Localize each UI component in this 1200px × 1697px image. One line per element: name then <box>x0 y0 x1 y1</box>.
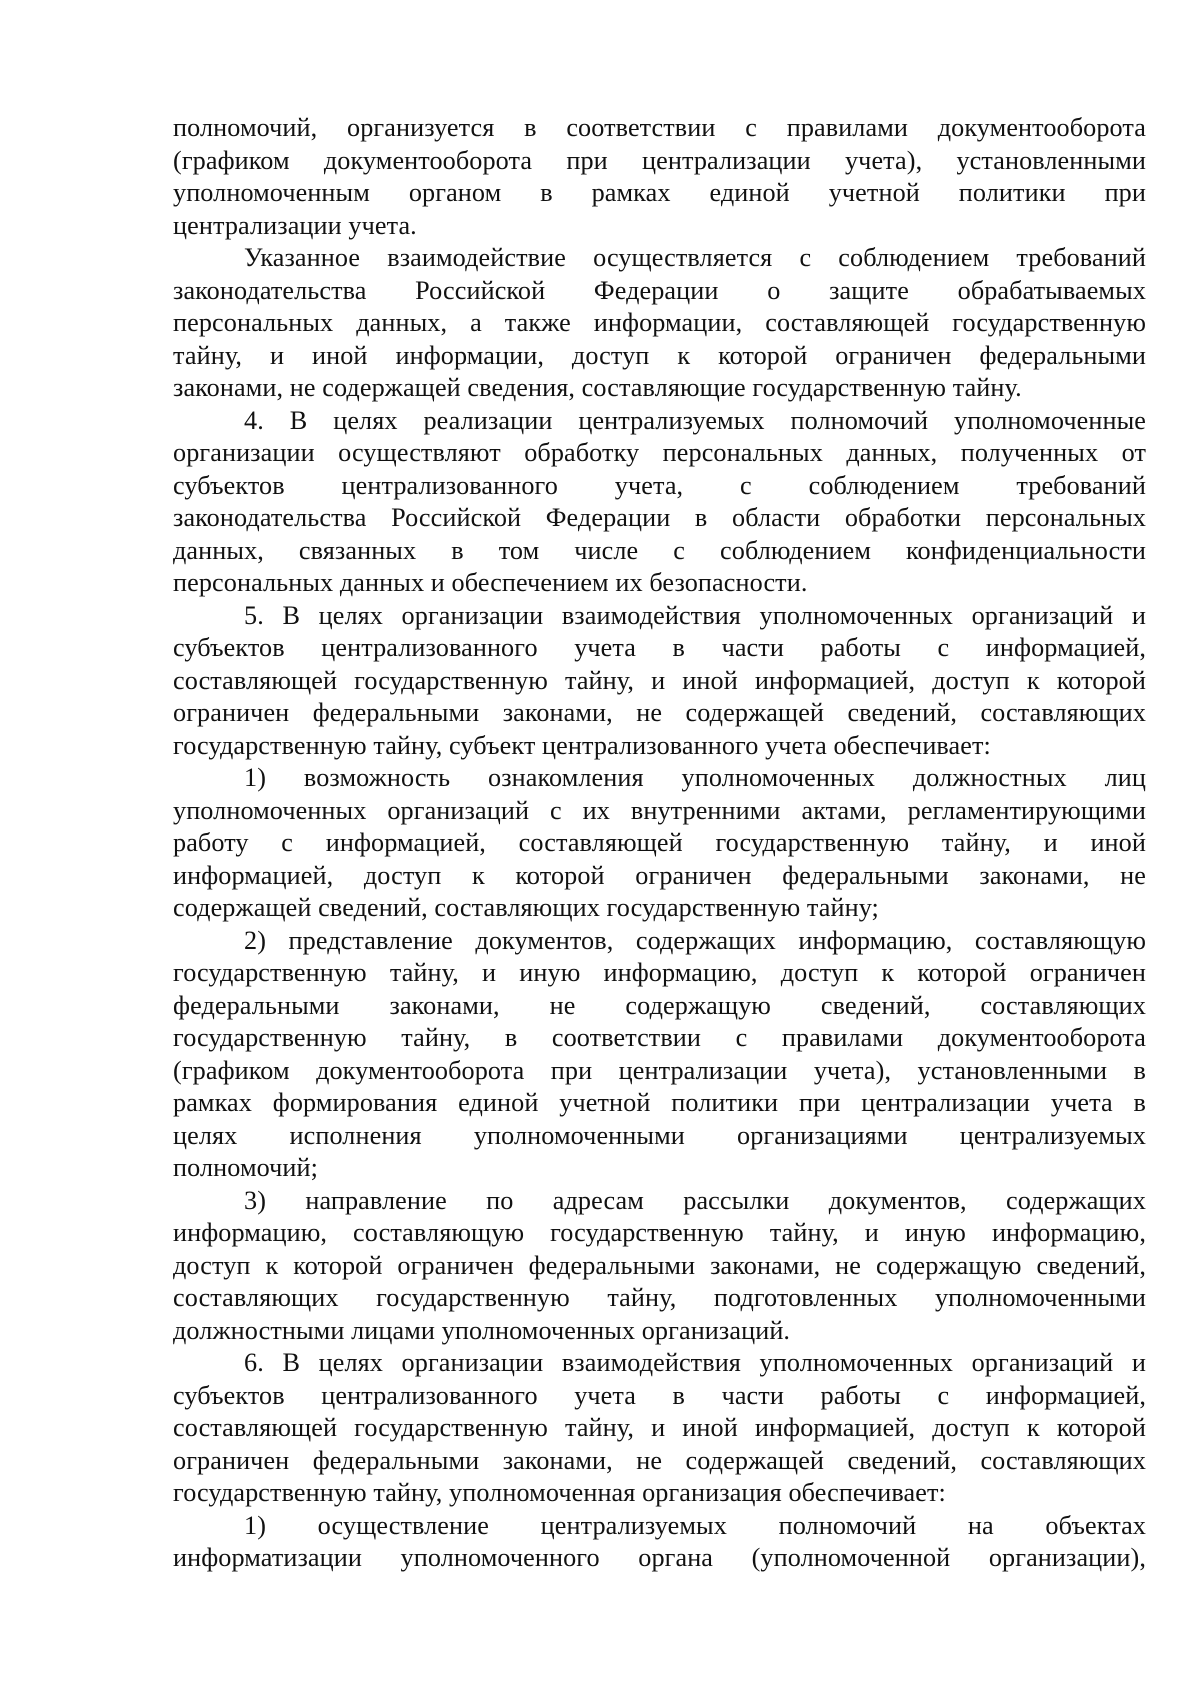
paragraph-6-line-2: государственную тайну, и иную информацию, доступ к которой ограничен <box>173 958 1146 987</box>
paragraph-4-line-4: ограничен федеральными законами, не содержащей сведений, составляющих <box>173 698 1146 727</box>
paragraph-5-line-1: 1) возможность ознакомления уполномоченных должностных лиц <box>244 763 1146 792</box>
paragraph-2-line-2: законодательства Российской Федерации о защите обрабатываемых <box>173 275 1146 305</box>
paragraph-3-line-1: 4. В целях реализации централизуемых полномочий уполномоченные <box>244 405 1146 435</box>
paragraph-7-line-1: 3) направление по адресам рассылки документов, содержащих <box>244 1185 1146 1215</box>
paragraph-1-line-4: централизации учета. <box>173 210 417 240</box>
paragraph-1-line-2: (графиком документооборота при централизации учета), установленными <box>173 145 1146 175</box>
paragraph-5-line-3: работу с информацией, составляющей государственную тайну, и иной <box>173 828 1146 857</box>
paragraph-6-line-5: (графиком документооборота при централизации учета), установленными в <box>173 1055 1146 1085</box>
paragraph-7-line-3: доступ к которой ограничен федеральными законами, не содержащую сведений, <box>173 1250 1146 1280</box>
paragraph-8-line-1: 6. В целях организации взаимодействия уполномоченных организаций и <box>244 1348 1146 1377</box>
paragraph-2-line-1: Указанное взаимодействие осуществляется с соблюдением требований <box>244 243 1146 272</box>
paragraph-6-line-1: 2) представление документов, содержащих информацию, составляющую <box>244 925 1146 955</box>
paragraph-8-line-4: ограничен федеральными законами, не содержащей сведений, составляющих <box>173 1445 1146 1475</box>
paragraph-1-line-1: полномочий, организуется в соответствии с правилами документооборота <box>173 113 1146 142</box>
paragraph-5-line-5: содержащей сведений, составляющих государственную тайну; <box>173 893 879 922</box>
paragraph-3-line-2: организации осуществляют обработку персональных данных, полученных от <box>173 438 1146 467</box>
paragraph-8-line-5: государственную тайну, уполномоченная организация обеспечивает: <box>173 1478 946 1507</box>
paragraph-1-line-3: уполномоченным органом в рамках единой учетной политики при <box>173 178 1146 207</box>
paragraph-6-line-3: федеральными законами, не содержащую сведений, составляющих <box>173 990 1146 1020</box>
paragraph-4-line-2: субъектов централизованного учета в части работы с информацией, <box>173 633 1146 662</box>
paragraph-5-line-4: информацией, доступ к которой ограничен федеральными законами, не <box>173 860 1146 890</box>
paragraph-6-line-8: полномочий; <box>173 1153 319 1182</box>
paragraph-3-line-5: данных, связанных в том числе с соблюдением конфиденциальности <box>173 535 1146 565</box>
paragraph-3-line-6: персональных данных и обеспечением их безопасности. <box>173 568 808 597</box>
paragraph-4-line-1: 5. В целях организации взаимодействия уполномоченных организаций и <box>244 600 1146 630</box>
paragraph-8-line-3: составляющей государственную тайну, и иной информацией, доступ к которой <box>173 1413 1146 1442</box>
paragraph-7-line-4: составляющих государственную тайну, подготовленных уполномоченными <box>173 1283 1146 1312</box>
paragraph-4-line-5: государственную тайну, субъект централизованного учета обеспечивает: <box>173 730 991 760</box>
paragraph-7-line-5: должностными лицами уполномоченных организаций. <box>173 1315 791 1345</box>
paragraph-2-line-3: персональных данных, а также информации, составляющей государственную <box>173 308 1146 337</box>
paragraph-4-line-3: составляющей государственную тайну, и иной информацией, доступ к которой <box>173 665 1146 695</box>
paragraph-9-line-2: информатизации уполномоченного органа (уполномоченной организации), <box>173 1543 1146 1572</box>
paragraph-8-line-2: субъектов централизованного учета в части работы с информацией, <box>173 1380 1146 1410</box>
paragraph-5-line-2: уполномоченных организаций с их внутренними актами, регламентирующими <box>173 795 1146 825</box>
paragraph-3-line-3: субъектов централизованного учета, с соблюдением требований <box>173 470 1146 500</box>
paragraph-3-line-4: законодательства Российской Федерации в области обработки персональных <box>173 503 1146 532</box>
paragraph-6-line-7: целях исполнения уполномоченными организациями централизуемых <box>173 1120 1146 1150</box>
paragraph-6-line-4: государственную тайну, в соответствии с правилами документооборота <box>173 1023 1146 1052</box>
paragraph-2-line-4: тайну, и иной информации, доступ к которой ограничен федеральными <box>173 340 1146 370</box>
paragraph-7-line-2: информацию, составляющую государственную тайну, и иную информацию, <box>173 1218 1146 1247</box>
paragraph-9-line-1: 1) осуществление централизуемых полномочий на объектах <box>244 1510 1146 1540</box>
paragraph-6-line-6: рамках формирования единой учетной политики при централизации учета в <box>173 1088 1146 1117</box>
paragraph-2-line-5: законами, не содержащей сведения, составляющие государственную тайну. <box>173 373 1022 402</box>
document-body <box>173 112 1146 1575</box>
